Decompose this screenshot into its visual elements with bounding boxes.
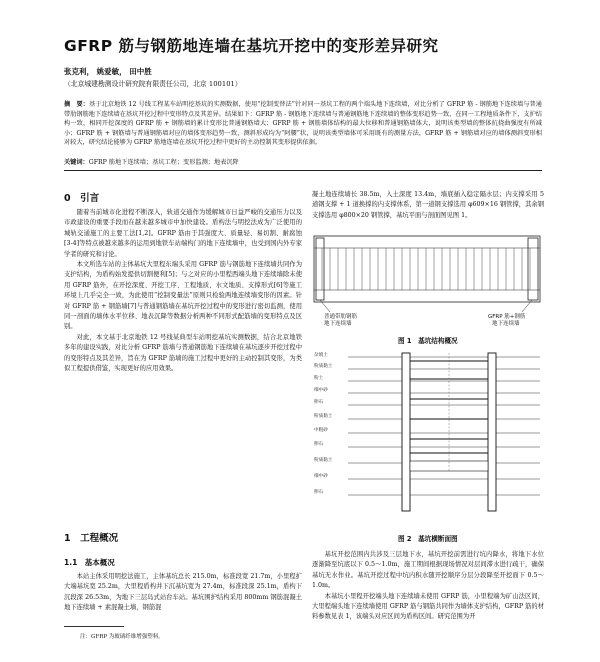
section-1-1-body xyxy=(64,572,302,614)
paragraph: 本站主体采用明挖法施工，主体基坑总长 215.0m，标准段宽 21.7m，小里程扩大端基坑宽 25.2m，大里程盾构井下沉基坑宽为 27.4m，标准段深 25.1m，盾构下沉段深 26.53m，为地下三层岛式站台车站。基坑围护结构采用 800mm 钢筋混凝土地下连续墙 + 素混凝土墙，钢筋混 xyxy=(64,573,302,612)
soil-label: 粉质黏土 xyxy=(314,414,333,419)
paragraph: 本文所选车站的主体基坑大里程东端头采用 GFRP 筋与钢筋地下连续墙共同作为支护结构，为盾构始发提供切割便利[5]；与之对应的小里程西端头地下连续墙除未使用 GFRP 筋外，在开挖深度、开挖工序、工程地质、水文地质、支撑形式[6]等施工环境上几乎完全一致，为此使用“挖制变量法”原则只检验两地连续墙变形的因素。针对 GFRP 筋 + 钢筋墙[7]与普通钢筋墙在基坑开挖过程中的变形进行密切监测，使用同一剖面的墙体水平位移、地表沉降等数据分析两种不同形式配筋墙的变形特点及区别。 xyxy=(64,261,302,331)
section-1-heading: 1 工程概况 xyxy=(64,533,119,544)
soil-label: 卵石 xyxy=(314,400,324,405)
affiliation: （北京城建勘测设计研究院有限责任公司，北京 100101） xyxy=(64,80,242,88)
paragraph: 对此，本文基于北京地铁 12 号线某典型车站明挖基坑实测数据，结合北京地铁多年的建设实践，对比分析 GFRP 筋墙与普通钢筋地下连续墙在基坑逐步开挖过程中的变形特点及其差异，旨在为 GFRP 筋墙的施工过程中更好的主动控制其变形，为类似工程提供借鉴，实现更好的应用效果。 xyxy=(64,333,302,373)
footnote-divider xyxy=(64,626,124,627)
soil-label: 杂填土 xyxy=(314,353,328,358)
soil-label: 中粗砂 xyxy=(314,428,328,433)
keywords xyxy=(64,158,542,167)
keywords-label: 关键词： xyxy=(64,159,89,166)
label-plain-rebar-wall: 普通带肋钢筋地下连续墙 xyxy=(324,314,358,327)
soil-label: 细中砂 xyxy=(314,388,328,393)
label-gfrp-wall: GFRP 筋+钢筋地下连续墙 xyxy=(488,314,526,327)
soil-label: 粉质黏土 xyxy=(314,364,333,369)
figure-2-section xyxy=(312,347,544,525)
section-0-body xyxy=(64,208,302,375)
left-diaphragm-wall xyxy=(402,353,410,511)
figure-1-plan xyxy=(312,228,544,330)
authors: 张克利， 姚爱敏， 田中胜 xyxy=(64,67,152,76)
soil-label: 粉质黏土 xyxy=(314,458,333,463)
header-divider xyxy=(64,170,542,171)
abstract xyxy=(64,100,542,148)
paragraph: 随着当前城市化进程不断深入，轨道交通作为缓解城市日益严峻的交通压力以及市政建设的重要手段而在越来越多城市中加快建设。盾构法与明挖法成为广泛使用的城轨交通施工的主要工法[1,2]。GFRP 筋由于其强度大、质量轻、易切割、耐腐蚀[3-4]等特点被越来越多的运用到地铁车站端构门的地下连续墙中，也受到国内外专家学者的研究和讨论。 xyxy=(64,209,302,258)
figure-2-caption: 图 2 基坑横断面图 xyxy=(398,535,458,543)
section-1-1-heading: 1.1 基本概况 xyxy=(64,558,115,567)
right-column-top-text xyxy=(312,190,544,221)
right-column-bottom-text xyxy=(312,550,544,623)
figure-1-caption: 图 1 基坑结构概况 xyxy=(398,337,458,345)
section-0-heading: 0 引言 xyxy=(64,193,100,204)
footnote: 注：GFRP 为玻璃纤维增强塑料。 xyxy=(80,634,164,640)
paragraph: 凝土地连续墙长 38.5m，入土深度 13.4m，墙底插入稳定隔水层；内支撑采用 5 道钢支撑 + 1 道换撑的内支撑体系，第一道钢支撑选用 φ609×16 钢管撑，其余钢支撑选用 φ800×20 钢管撑，基坑平面与剖面图见图 1。 xyxy=(312,191,544,219)
soil-label: 卵石 xyxy=(314,490,324,495)
abstract-text: 基于北京地铁 12 号线工程某车站明挖基坑的实测数据，使用“挖制变替法”针对同一基坑工程的两个端头地下连续墙，对比分析了 GFRP 筋 - 钢筋地下连续墙与普通带肋钢筋地下连续墙在基坑开挖过程中变形特点及其差异。结果如下：GFRP 筋 - 钢筋地下连续墙与普通钢筋地下连续墙的整体变形趋势一致，在同一工程地质条件下，支护结构一致，相同开挖深度的 GFRP 筋 + 钢筋墙的累计变形比普通钢筋墙大；GFRP 筋 + 钢筋墙体结构的最大位移和普通钢筋墙体大，说明该类型墙的整体抗挠曲强度有所减小；GFRP 筋 + 钢筋墙与普通钢筋墙对应的墙体变形趋势一致，测斜形成均为“阿腰”状，说明该类型墙体可采用既有的测量方法，GFRP 筋 + 钢筋墙对应的墙体测斜变形相对较大，研究结论能够为 GFRP 筋地连墙在基坑开挖过程中更好的主动控制其变形提供依据。 xyxy=(64,101,542,147)
soil-label: 粉土 xyxy=(314,376,324,381)
soil-label: 卵石 xyxy=(314,442,324,447)
soil-layer-lines xyxy=(348,357,540,495)
soil-layer-labels xyxy=(314,351,333,495)
soil-label: 细中砂 xyxy=(314,474,328,479)
right-diaphragm-wall xyxy=(488,353,496,511)
paragraph: 基坑开挖范围内共涉及三层地下水，基坑开挖前需进行坑内降水，将地下水位逐渐降至坑底以下 0.5～1.0m，施工期间根据现场情况对层间滞水进行疏干，确保基坑无水作业。基坑开挖过程中坑内积水随开挖顺序分层分段降至开挖面下 0.5～1.0m。 xyxy=(312,551,544,590)
keywords-text: GFRP 筋地下连续墙；基坑工程；变形监测；地表沉降 xyxy=(88,159,239,166)
paper-title: GFRP 筋与钢筋地连墙在基坑开挖中的变形差异研究 xyxy=(64,37,439,55)
abstract-label: 摘 要： xyxy=(64,101,90,108)
paragraph: 本基坑小里程开挖端头地下连续墙未使用 GFRP 筋，小里程端为矿山法区间，大里程端头地下连续墙使用 GFRP 筋与钢筋共同作为墙体支护结构，GFRP 筋的材料参数见表 1，该端头对应区间为盾构区间。研究范围为开 xyxy=(312,592,544,621)
